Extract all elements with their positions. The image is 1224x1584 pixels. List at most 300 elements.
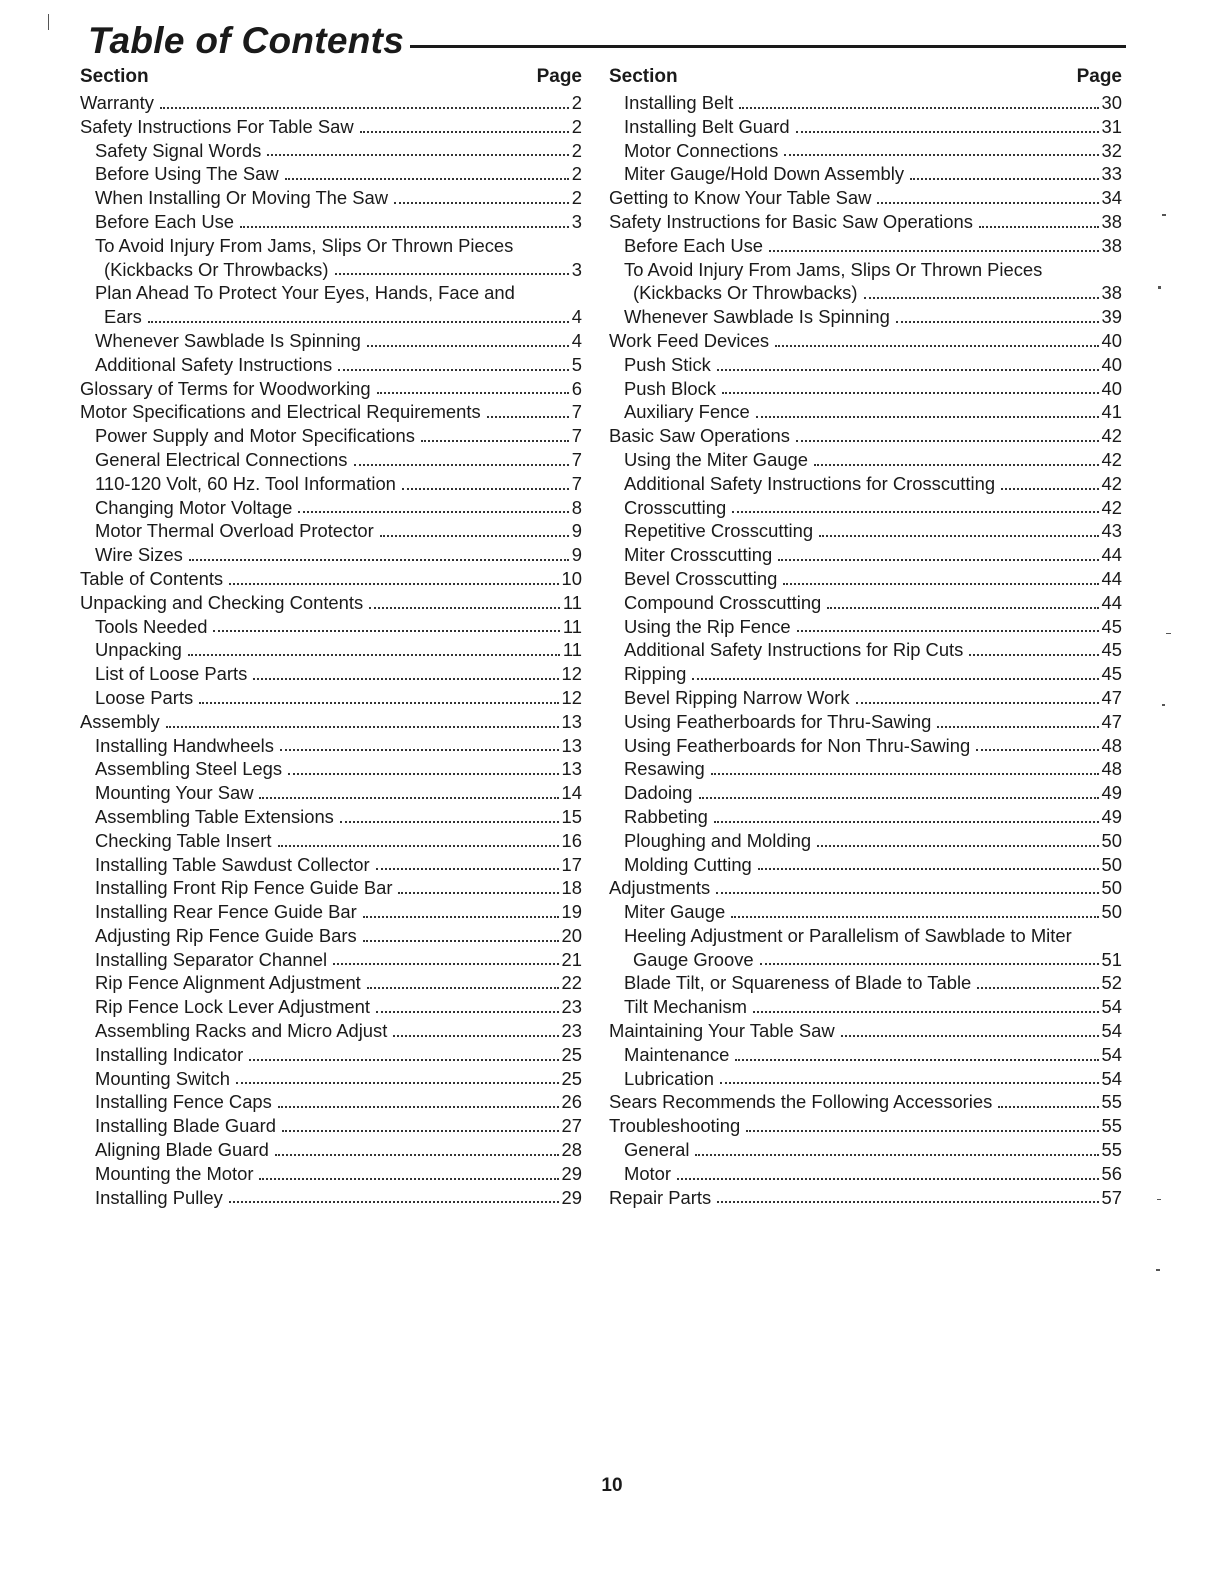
- toc-entry[interactable]: [80, 686, 582, 710]
- toc-entry[interactable]: [609, 591, 1122, 615]
- toc-entry[interactable]: [80, 305, 582, 329]
- entry-label: Changing Motor Voltage: [95, 496, 293, 518]
- dot-leader: [711, 772, 1099, 775]
- toc-entry[interactable]: [80, 924, 582, 948]
- entry-label: Blade Tilt, or Squareness of Blade to Table: [624, 972, 972, 994]
- toc-entry[interactable]: [609, 662, 1122, 686]
- entry-page-number: 33: [1101, 163, 1122, 185]
- entry-label: Resawing: [624, 758, 705, 780]
- entry-page-number: 26: [561, 1091, 582, 1113]
- dot-leader: [699, 796, 1099, 799]
- entry-page-number: 40: [1101, 353, 1122, 375]
- dot-leader: [267, 153, 568, 156]
- dot-leader: [240, 225, 569, 228]
- dot-leader: [360, 130, 569, 133]
- dot-leader: [278, 844, 559, 847]
- toc-entry[interactable]: [80, 971, 582, 995]
- entry-page-number: 4: [571, 306, 582, 328]
- entry-page-number: 42: [1101, 472, 1122, 494]
- dot-leader: [977, 986, 1098, 989]
- dot-leader: [278, 1105, 559, 1108]
- entry-page-number: 17: [561, 853, 582, 875]
- entry-page-number: 15: [561, 805, 582, 827]
- entry-page-number: 3: [571, 210, 582, 232]
- toc-entry[interactable]: [609, 400, 1122, 424]
- dot-leader: [487, 415, 569, 418]
- entry-page-number: 2: [571, 92, 582, 113]
- dot-leader: [189, 558, 569, 561]
- toc-entry[interactable]: [80, 448, 582, 472]
- toc-entry[interactable]: [80, 472, 582, 496]
- entry-page-number: 34: [1101, 187, 1122, 209]
- entry-label: Whenever Sawblade Is Spinning: [624, 306, 890, 328]
- toc-entry[interactable]: [609, 519, 1122, 543]
- entry-page-number: 22: [561, 972, 582, 994]
- toc-entry[interactable]: [80, 1067, 582, 1091]
- toc-entry[interactable]: [80, 543, 582, 567]
- toc-entry[interactable]: [609, 900, 1122, 924]
- dot-leader: [784, 153, 1098, 156]
- entry-label: Mounting the Motor: [95, 1162, 254, 1184]
- dot-leader: [979, 225, 1099, 228]
- dot-leader: [841, 1034, 1099, 1037]
- page-header: Page: [1076, 66, 1122, 87]
- entry-label: General Electrical Connections: [95, 448, 348, 470]
- toc-entry[interactable]: [609, 424, 1122, 448]
- entry-label: Troubleshooting: [609, 1115, 741, 1137]
- entry-label: Basic Saw Operations: [609, 425, 790, 447]
- dot-leader: [188, 653, 560, 656]
- toc-entry[interactable]: [80, 1138, 582, 1162]
- toc-entry[interactable]: [80, 1162, 582, 1186]
- toc-entry[interactable]: [609, 615, 1122, 639]
- toc-entry[interactable]: [609, 115, 1122, 139]
- entry-label: Using the Miter Gauge: [624, 448, 808, 470]
- toc-entry[interactable]: [609, 1114, 1122, 1138]
- toc-entry[interactable]: [609, 1186, 1122, 1210]
- toc-entry[interactable]: [80, 900, 582, 924]
- toc-entry[interactable]: [609, 305, 1122, 329]
- entry-label: Using Featherboards for Thru-Sawing: [624, 710, 932, 732]
- toc-entry[interactable]: [80, 734, 582, 758]
- dot-leader: [338, 368, 569, 371]
- entry-label: When Installing Or Moving The Saw: [95, 187, 389, 209]
- toc-entry[interactable]: [80, 829, 582, 853]
- entry-label: Miter Crosscutting: [624, 544, 773, 566]
- entry-label: Installing Indicator: [95, 1043, 244, 1065]
- entry-label: Installing Belt: [624, 92, 734, 113]
- entry-page-number: 19: [561, 901, 582, 923]
- scan-mark: [1156, 1269, 1160, 1271]
- entry-label: Adjusting Rip Fence Guide Bars: [95, 924, 357, 946]
- entry-page-number: 40: [1101, 377, 1122, 399]
- dot-leader: [714, 820, 1099, 823]
- dot-leader: [280, 748, 559, 751]
- entry-label: Push Block: [624, 377, 716, 399]
- toc-entry[interactable]: [609, 1090, 1122, 1114]
- toc-entry-continued: Heeling Adjustment or Parallelism of Sawblade to Miter: [624, 924, 1072, 946]
- entry-page-number: 7: [571, 448, 582, 470]
- toc-entry[interactable]: [80, 948, 582, 972]
- toc-entry[interactable]: [609, 971, 1122, 995]
- toc-entry[interactable]: [80, 805, 582, 829]
- entry-label: Repair Parts: [609, 1186, 712, 1208]
- toc-entry[interactable]: [609, 281, 1122, 305]
- entry-page-number: 42: [1101, 448, 1122, 470]
- toc-entry[interactable]: [609, 995, 1122, 1019]
- dot-leader: [756, 415, 1099, 418]
- entry-page-number: 44: [1101, 544, 1122, 566]
- entry-label: Glossary of Terms for Woodworking: [80, 377, 371, 399]
- entry-page-number: 47: [1101, 686, 1122, 708]
- toc-entry[interactable]: [80, 567, 582, 591]
- entry-label: Rip Fence Alignment Adjustment: [95, 972, 361, 994]
- toc-entry[interactable]: [80, 400, 582, 424]
- entry-page-number: 43: [1101, 520, 1122, 542]
- dot-leader: [363, 915, 559, 918]
- toc-entry[interactable]: [609, 377, 1122, 401]
- entry-page-number: 23: [561, 996, 582, 1018]
- dot-leader: [760, 962, 1099, 965]
- entry-label: Tilt Mechanism: [624, 996, 747, 1018]
- toc-entry[interactable]: [609, 162, 1122, 186]
- entry-page-number: 13: [561, 710, 582, 732]
- toc-entry[interactable]: [80, 139, 582, 163]
- toc-entry[interactable]: [80, 210, 582, 234]
- dot-leader: [369, 606, 560, 609]
- entry-page-number: 27: [561, 1115, 582, 1137]
- toc-entry[interactable]: [80, 258, 582, 282]
- entry-label: Ripping: [624, 663, 687, 685]
- toc-entry[interactable]: [609, 710, 1122, 734]
- dot-leader: [731, 915, 1098, 918]
- entry-page-number: 4: [571, 329, 582, 351]
- dot-leader: [775, 344, 1098, 347]
- dot-leader: [856, 701, 1099, 704]
- entry-page-number: 52: [1101, 972, 1122, 994]
- entry-page-number: 54: [1101, 1020, 1122, 1042]
- entry-page-number: 30: [1101, 92, 1122, 113]
- dot-leader: [393, 1034, 558, 1037]
- dot-leader: [285, 177, 569, 180]
- toc-entry[interactable]: [609, 1019, 1122, 1043]
- toc-entry[interactable]: [609, 496, 1122, 520]
- toc-entry[interactable]: [609, 1043, 1122, 1067]
- toc-entry[interactable]: [609, 234, 1122, 258]
- dot-leader: [377, 391, 569, 394]
- entry-page-number: 3: [571, 258, 582, 280]
- entry-label: Lubrication: [624, 1067, 714, 1089]
- dot-leader: [814, 463, 1099, 466]
- entry-label: Installing Rear Fence Guide Bar: [95, 901, 357, 923]
- entry-label: Dadoing: [624, 782, 693, 804]
- dot-leader: [160, 106, 569, 109]
- toc-entry[interactable]: [609, 472, 1122, 496]
- scan-mark: [1158, 286, 1161, 289]
- scan-mark: [1162, 214, 1166, 216]
- dot-leader: [421, 439, 569, 442]
- entry-page-number: 11: [562, 591, 582, 613]
- toc-entry[interactable]: [80, 1019, 582, 1043]
- entry-page-number: 25: [561, 1043, 582, 1065]
- toc-entry[interactable]: [609, 757, 1122, 781]
- toc-entry[interactable]: [80, 496, 582, 520]
- toc-entry[interactable]: [80, 615, 582, 639]
- toc-entry[interactable]: [80, 1090, 582, 1114]
- entry-label: (Kickbacks Or Throwbacks): [633, 282, 858, 304]
- toc-entry[interactable]: [609, 876, 1122, 900]
- entry-label: Molding Cutting: [624, 853, 752, 875]
- page-number: 10: [601, 1475, 623, 1496]
- toc-entry[interactable]: [609, 329, 1122, 353]
- toc-entry[interactable]: [609, 734, 1122, 758]
- section-header: Section: [80, 66, 149, 87]
- toc-entry[interactable]: [609, 829, 1122, 853]
- entry-label: Additional Safety Instructions for Crosscutting: [624, 472, 996, 494]
- entry-label: Additional Safety Instructions: [95, 353, 333, 375]
- entry-label: Installing Blade Guard: [95, 1115, 276, 1137]
- entry-label: Ploughing and Molding: [624, 829, 812, 851]
- dot-leader: [340, 820, 559, 823]
- dot-leader: [753, 1010, 1099, 1013]
- dot-leader: [796, 130, 1099, 133]
- entry-page-number: 48: [1101, 758, 1122, 780]
- entry-page-number: 55: [1101, 1091, 1122, 1113]
- dot-leader: [213, 629, 559, 632]
- dot-leader: [376, 867, 559, 870]
- dot-leader: [376, 1010, 559, 1013]
- page-title: Table of Contents: [88, 20, 405, 61]
- entry-page-number: 2: [571, 163, 582, 185]
- dot-leader: [1001, 487, 1098, 490]
- entry-page-number: 54: [1101, 996, 1122, 1018]
- toc-entry[interactable]: [80, 853, 582, 877]
- entry-page-number: 9: [571, 520, 582, 542]
- entry-label: Rip Fence Lock Lever Adjustment: [95, 996, 370, 1018]
- dot-leader: [783, 582, 1098, 585]
- entry-page-number: 41: [1101, 401, 1122, 423]
- entry-page-number: 9: [571, 544, 582, 566]
- toc-entry[interactable]: [609, 210, 1122, 234]
- entry-page-number: 42: [1101, 496, 1122, 518]
- dot-leader: [746, 1129, 1098, 1132]
- toc-entry[interactable]: [80, 329, 582, 353]
- scan-mark: [1157, 1199, 1161, 1200]
- entry-label: Using the Rip Fence: [624, 615, 791, 637]
- toc-entry[interactable]: [80, 377, 582, 401]
- toc-column-left: [80, 66, 582, 1209]
- entry-label: Installing Pulley: [95, 1186, 223, 1208]
- dot-leader: [695, 1153, 1098, 1156]
- scan-mark: [1162, 704, 1165, 706]
- entry-page-number: 50: [1101, 901, 1122, 923]
- entry-label: Ears: [104, 306, 142, 328]
- toc-entry[interactable]: [80, 519, 582, 543]
- toc-entry[interactable]: [80, 91, 582, 115]
- toc-column-right: [609, 66, 1122, 1209]
- toc-entry[interactable]: [609, 781, 1122, 805]
- entry-label: Warranty: [80, 92, 154, 113]
- dot-leader: [166, 725, 559, 728]
- entry-page-number: 20: [561, 924, 582, 946]
- dot-leader: [817, 844, 1098, 847]
- dot-leader: [298, 510, 568, 513]
- dot-leader: [937, 725, 1098, 728]
- entry-page-number: 57: [1101, 1186, 1122, 1208]
- entry-label: Unpacking and Checking Contents: [80, 591, 364, 613]
- toc-entry[interactable]: [80, 424, 582, 448]
- entry-page-number: 12: [561, 663, 582, 685]
- dot-leader: [717, 1200, 1098, 1203]
- entry-label: Crosscutting: [624, 496, 727, 518]
- toc-entry[interactable]: [80, 757, 582, 781]
- entry-page-number: 54: [1101, 1043, 1122, 1065]
- toc-entry[interactable]: [80, 186, 582, 210]
- entry-label: Wire Sizes: [95, 544, 183, 566]
- dot-leader: [739, 106, 1098, 109]
- entry-label: Installing Belt Guard: [624, 115, 790, 137]
- dot-leader: [797, 629, 1099, 632]
- entry-page-number: 12: [561, 686, 582, 708]
- entry-label: Safety Signal Words: [95, 139, 262, 161]
- dot-leader: [253, 677, 558, 680]
- toc-entry[interactable]: [609, 353, 1122, 377]
- dot-leader: [819, 534, 1098, 537]
- entry-label: Mounting Your Saw: [95, 782, 254, 804]
- toc-entry[interactable]: [80, 1186, 582, 1210]
- entry-label: Table of Contents: [80, 567, 224, 589]
- entry-page-number: 40: [1101, 329, 1122, 351]
- entry-page-number: 56: [1101, 1162, 1122, 1184]
- entry-page-number: 8: [571, 496, 582, 518]
- entry-label: Whenever Sawblade Is Spinning: [95, 329, 361, 351]
- dot-leader: [288, 772, 558, 775]
- entry-label: Rabbeting: [624, 805, 708, 827]
- dot-leader: [148, 320, 569, 323]
- toc-list: [609, 91, 1122, 1209]
- toc-entry[interactable]: [609, 186, 1122, 210]
- entry-page-number: 18: [561, 877, 582, 899]
- dot-leader: [877, 201, 1098, 204]
- entry-page-number: 48: [1101, 734, 1122, 756]
- toc-entry[interactable]: [80, 1043, 582, 1067]
- dot-leader: [380, 534, 569, 537]
- dot-leader: [769, 249, 1099, 252]
- toc-entry[interactable]: [80, 353, 582, 377]
- toc-entry[interactable]: [609, 686, 1122, 710]
- toc-list: [80, 91, 582, 1209]
- entry-page-number: 14: [561, 782, 582, 804]
- entry-label: Installing Front Rip Fence Guide Bar: [95, 877, 393, 899]
- dot-leader: [732, 510, 1098, 513]
- dot-leader: [778, 558, 1098, 561]
- dot-leader: [692, 677, 1098, 680]
- entry-label: Push Stick: [624, 353, 711, 375]
- toc-entry[interactable]: [609, 853, 1122, 877]
- entry-page-number: 47: [1101, 710, 1122, 732]
- toc-entry[interactable]: [80, 115, 582, 139]
- dot-leader: [720, 1081, 1099, 1084]
- toc-entry[interactable]: [609, 638, 1122, 662]
- entry-label: Motor Specifications and Electrical Requirements: [80, 401, 481, 423]
- toc-entry[interactable]: [80, 710, 582, 734]
- entry-page-number: 45: [1101, 639, 1122, 661]
- entry-label: Loose Parts: [95, 686, 194, 708]
- toc-entry[interactable]: [80, 1114, 582, 1138]
- dot-leader: [998, 1105, 1098, 1108]
- entry-label: Checking Table Insert: [95, 829, 272, 851]
- scan-mark: [48, 14, 49, 30]
- dot-leader: [394, 201, 569, 204]
- entry-label: Using Featherboards for Non Thru-Sawing: [624, 734, 971, 756]
- entry-label: Before Using The Saw: [95, 163, 279, 185]
- toc-entry[interactable]: [609, 1162, 1122, 1186]
- toc-entry[interactable]: [80, 591, 582, 615]
- toc-entry[interactable]: [80, 876, 582, 900]
- entry-label: Assembling Table Extensions: [95, 805, 334, 827]
- toc-entry[interactable]: [609, 448, 1122, 472]
- dot-leader: [716, 891, 1098, 894]
- toc-entry[interactable]: [609, 1138, 1122, 1162]
- entry-label: Getting to Know Your Table Saw: [609, 187, 872, 209]
- scan-mark: [1166, 633, 1171, 634]
- entry-page-number: 55: [1101, 1115, 1122, 1137]
- entry-page-number: 45: [1101, 615, 1122, 637]
- toc-entry[interactable]: [80, 662, 582, 686]
- entry-label: Assembling Steel Legs: [95, 758, 283, 780]
- section-header: Section: [609, 66, 678, 87]
- entry-label: Miter Gauge: [624, 901, 726, 923]
- toc-entry[interactable]: [609, 805, 1122, 829]
- dot-leader: [717, 368, 1099, 371]
- toc-entry[interactable]: [609, 543, 1122, 567]
- dot-leader: [758, 867, 1099, 870]
- dot-leader: [367, 344, 569, 347]
- dot-leader: [735, 1058, 1098, 1061]
- dot-leader: [236, 1081, 559, 1084]
- toc-entry[interactable]: [609, 1067, 1122, 1091]
- dot-leader: [910, 177, 1098, 180]
- entry-page-number: 13: [561, 734, 582, 756]
- entry-page-number: 31: [1101, 115, 1122, 137]
- toc-entry[interactable]: [80, 162, 582, 186]
- entry-page-number: 10: [561, 567, 582, 589]
- toc-entry[interactable]: [80, 995, 582, 1019]
- toc-entry[interactable]: [80, 781, 582, 805]
- entry-page-number: 11: [562, 639, 582, 661]
- entry-page-number: 55: [1101, 1139, 1122, 1161]
- entry-page-number: 44: [1101, 567, 1122, 589]
- dot-leader: [402, 487, 569, 490]
- entry-page-number: 38: [1101, 282, 1122, 304]
- toc-entry[interactable]: [80, 638, 582, 662]
- toc-entry[interactable]: [609, 139, 1122, 163]
- entry-label: Power Supply and Motor Specifications: [95, 425, 415, 447]
- entry-label: Sears Recommends the Following Accessories: [609, 1091, 993, 1113]
- entry-page-number: 11: [562, 615, 582, 637]
- entry-label: Motor Thermal Overload Protector: [95, 520, 374, 542]
- toc-entry[interactable]: [609, 567, 1122, 591]
- dot-leader: [864, 296, 1099, 299]
- column-header: [80, 66, 582, 91]
- entry-label: List of Loose Parts: [95, 663, 248, 685]
- toc-entry-continued: To Avoid Injury From Jams, Slips Or Thrown Pieces: [624, 258, 1043, 280]
- dot-leader: [282, 1129, 559, 1132]
- toc-entry[interactable]: [609, 948, 1122, 972]
- entry-page-number: 45: [1101, 663, 1122, 685]
- toc-entry[interactable]: [609, 91, 1122, 115]
- entry-page-number: 16: [561, 829, 582, 851]
